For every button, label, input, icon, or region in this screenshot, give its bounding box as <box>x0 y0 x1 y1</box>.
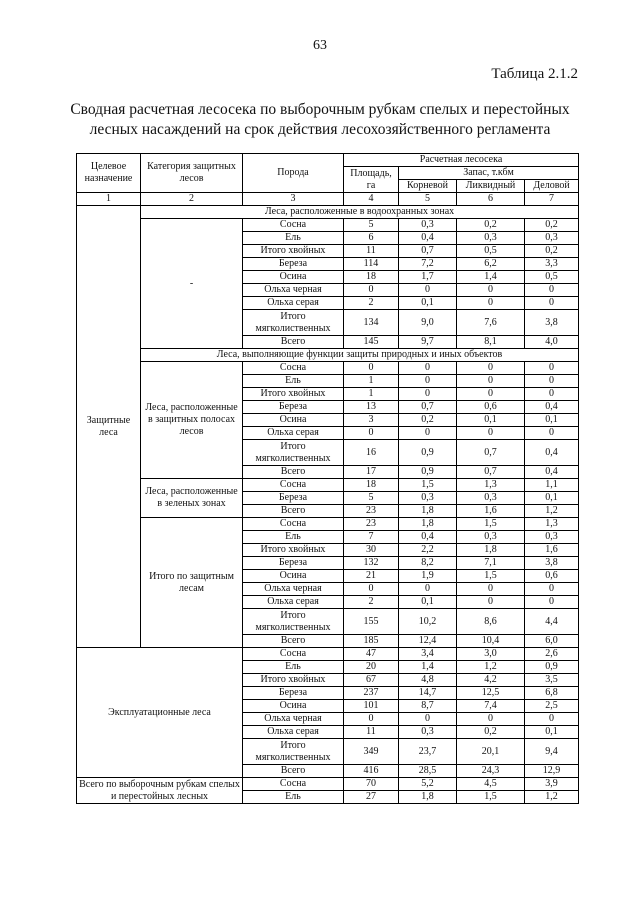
root-stock-cell: 1,4 <box>399 661 457 674</box>
header-area: Площадь, га <box>344 167 399 193</box>
business-stock-cell: 0 <box>525 375 579 388</box>
purpose-cell: Всего по выборочным рубкам спелых и перестойных лесных <box>77 778 243 804</box>
header-root: Корневой <box>399 180 457 193</box>
liquid-stock-cell: 0 <box>457 362 525 375</box>
liquid-stock-cell: 1,8 <box>457 544 525 557</box>
area-cell: 16 <box>344 440 399 466</box>
area-cell: 155 <box>344 609 399 635</box>
section-header-row <box>77 206 579 219</box>
area-cell: 13 <box>344 401 399 414</box>
root-stock-cell: 2,2 <box>399 544 457 557</box>
liquid-stock-cell: 0,7 <box>457 466 525 479</box>
liquid-stock-cell: 0 <box>457 713 525 726</box>
table-row <box>77 362 579 375</box>
species-cell: Береза <box>243 401 344 414</box>
table-row <box>77 219 579 232</box>
species-cell: Сосна <box>243 219 344 232</box>
area-cell: 349 <box>344 739 399 765</box>
liquid-stock-cell: 7,4 <box>457 700 525 713</box>
business-stock-cell: 1,2 <box>525 505 579 518</box>
species-cell: Всего <box>243 505 344 518</box>
liquid-stock-cell: 1,6 <box>457 505 525 518</box>
species-cell: Сосна <box>243 778 344 791</box>
business-stock-cell: 3,8 <box>525 310 579 336</box>
liquid-stock-cell: 0,3 <box>457 531 525 544</box>
area-cell: 47 <box>344 648 399 661</box>
root-stock-cell: 0,3 <box>399 726 457 739</box>
species-cell: Ольха серая <box>243 596 344 609</box>
category-cell: Леса, расположенные в зеленых зонах <box>141 479 243 518</box>
table-row <box>77 518 579 531</box>
area-cell: 17 <box>344 466 399 479</box>
business-stock-cell: 0,4 <box>525 401 579 414</box>
species-cell: Сосна <box>243 479 344 492</box>
business-stock-cell: 3,8 <box>525 557 579 570</box>
area-cell: 0 <box>344 284 399 297</box>
liquid-stock-cell: 4,2 <box>457 674 525 687</box>
root-stock-cell: 3,4 <box>399 648 457 661</box>
section-title: Леса, выполняющие функции защиты природных и иных объектов <box>141 349 579 362</box>
liquid-stock-cell: 8,1 <box>457 336 525 349</box>
root-stock-cell: 0 <box>399 375 457 388</box>
species-cell: Береза <box>243 557 344 570</box>
business-stock-cell: 9,4 <box>525 739 579 765</box>
area-cell: 5 <box>344 219 399 232</box>
col-number: 7 <box>525 193 579 206</box>
area-cell: 1 <box>344 375 399 388</box>
root-stock-cell: 9,7 <box>399 336 457 349</box>
root-stock-cell: 7,2 <box>399 258 457 271</box>
species-cell: Ель <box>243 375 344 388</box>
header-business: Деловой <box>525 180 579 193</box>
root-stock-cell: 0 <box>399 713 457 726</box>
table-label: Таблица 2.1.2 <box>491 66 578 82</box>
liquid-stock-cell: 1,3 <box>457 479 525 492</box>
col-number: 3 <box>243 193 344 206</box>
business-stock-cell: 1,2 <box>525 791 579 804</box>
liquid-stock-cell: 1,5 <box>457 570 525 583</box>
business-stock-cell: 1,1 <box>525 479 579 492</box>
area-cell: 18 <box>344 479 399 492</box>
species-cell: Береза <box>243 492 344 505</box>
species-cell: Осина <box>243 700 344 713</box>
header-liquid: Ликвидный <box>457 180 525 193</box>
col-number: 6 <box>457 193 525 206</box>
col-number: 5 <box>399 193 457 206</box>
liquid-stock-cell: 0,7 <box>457 440 525 466</box>
species-cell: Итого хвойных <box>243 674 344 687</box>
liquid-stock-cell: 0,2 <box>457 726 525 739</box>
business-stock-cell: 0,6 <box>525 570 579 583</box>
species-cell: Всего <box>243 336 344 349</box>
liquid-stock-cell: 0 <box>457 427 525 440</box>
root-stock-cell: 1,7 <box>399 271 457 284</box>
root-stock-cell: 0,7 <box>399 401 457 414</box>
species-cell: Итого мягколиственных <box>243 440 344 466</box>
species-cell: Всего <box>243 635 344 648</box>
business-stock-cell: 0,1 <box>525 492 579 505</box>
species-cell: Итого мягколиственных <box>243 609 344 635</box>
business-stock-cell: 6,0 <box>525 635 579 648</box>
area-cell: 237 <box>344 687 399 700</box>
root-stock-cell: 0 <box>399 427 457 440</box>
area-cell: 6 <box>344 232 399 245</box>
page-number: 63 <box>313 38 327 53</box>
area-cell: 23 <box>344 518 399 531</box>
area-cell: 2 <box>344 297 399 310</box>
section-header-row <box>77 349 579 362</box>
root-stock-cell: 1,8 <box>399 505 457 518</box>
root-stock-cell: 1,5 <box>399 479 457 492</box>
area-cell: 70 <box>344 778 399 791</box>
document-title: Сводная расчетная лесосека по выборочным рубкам спелых и перестойных лесных насаждений на срок действия лесохозяйственного регламента <box>70 101 570 138</box>
species-cell: Сосна <box>243 648 344 661</box>
table-row <box>77 479 579 492</box>
area-cell: 30 <box>344 544 399 557</box>
business-stock-cell: 3,5 <box>525 674 579 687</box>
col-number: 1 <box>77 193 141 206</box>
liquid-stock-cell: 1,5 <box>457 518 525 531</box>
category-cell: - <box>141 219 243 349</box>
species-cell: Ольха серая <box>243 427 344 440</box>
area-cell: 18 <box>344 271 399 284</box>
liquid-stock-cell: 3,0 <box>457 648 525 661</box>
species-cell: Осина <box>243 414 344 427</box>
business-stock-cell: 0 <box>525 427 579 440</box>
area-cell: 21 <box>344 570 399 583</box>
area-cell: 23 <box>344 505 399 518</box>
header-category: Категория защитных лесов <box>141 154 243 193</box>
liquid-stock-cell: 12,5 <box>457 687 525 700</box>
root-stock-cell: 0,2 <box>399 414 457 427</box>
root-stock-cell: 12,4 <box>399 635 457 648</box>
root-stock-cell: 14,7 <box>399 687 457 700</box>
business-stock-cell: 0,3 <box>525 232 579 245</box>
species-cell: Итого мягколиственных <box>243 739 344 765</box>
liquid-stock-cell: 24,3 <box>457 765 525 778</box>
root-stock-cell: 10,2 <box>399 609 457 635</box>
species-cell: Осина <box>243 271 344 284</box>
header-calc-cut: Расчетная лесосека <box>344 154 579 167</box>
area-cell: 132 <box>344 557 399 570</box>
liquid-stock-cell: 6,2 <box>457 258 525 271</box>
business-stock-cell: 4,0 <box>525 336 579 349</box>
root-stock-cell: 1,9 <box>399 570 457 583</box>
business-stock-cell: 0 <box>525 297 579 310</box>
area-cell: 101 <box>344 700 399 713</box>
area-cell: 145 <box>344 336 399 349</box>
species-cell: Итого хвойных <box>243 245 344 258</box>
business-stock-cell: 3,3 <box>525 258 579 271</box>
liquid-stock-cell: 4,5 <box>457 778 525 791</box>
root-stock-cell: 0 <box>399 388 457 401</box>
root-stock-cell: 0,3 <box>399 219 457 232</box>
area-cell: 0 <box>344 583 399 596</box>
business-stock-cell: 3,9 <box>525 778 579 791</box>
area-cell: 2 <box>344 596 399 609</box>
liquid-stock-cell: 0 <box>457 375 525 388</box>
business-stock-cell: 2,6 <box>525 648 579 661</box>
area-cell: 0 <box>344 362 399 375</box>
liquid-stock-cell: 0,6 <box>457 401 525 414</box>
root-stock-cell: 0,3 <box>399 492 457 505</box>
root-stock-cell: 5,2 <box>399 778 457 791</box>
table-row <box>77 778 579 791</box>
business-stock-cell: 0,3 <box>525 531 579 544</box>
business-stock-cell: 0,2 <box>525 245 579 258</box>
species-cell: Ель <box>243 791 344 804</box>
section-title: Леса, расположенные в водоохранных зонах <box>141 206 579 219</box>
purpose-cell: Защитные леса <box>77 206 141 648</box>
business-stock-cell: 0,5 <box>525 271 579 284</box>
species-cell: Береза <box>243 687 344 700</box>
species-cell: Сосна <box>243 518 344 531</box>
liquid-stock-cell: 1,4 <box>457 271 525 284</box>
area-cell: 0 <box>344 713 399 726</box>
area-cell: 114 <box>344 258 399 271</box>
business-stock-cell: 0,9 <box>525 661 579 674</box>
species-cell: Береза <box>243 258 344 271</box>
species-cell: Ель <box>243 531 344 544</box>
species-cell: Ель <box>243 661 344 674</box>
root-stock-cell: 0,9 <box>399 440 457 466</box>
root-stock-cell: 28,5 <box>399 765 457 778</box>
header-purpose: Целевое назначение <box>77 154 141 193</box>
business-stock-cell: 0 <box>525 388 579 401</box>
root-stock-cell: 0,9 <box>399 466 457 479</box>
species-cell: Всего <box>243 466 344 479</box>
species-cell: Ольха серая <box>243 726 344 739</box>
purpose-cell: Эксплуатационные леса <box>77 648 243 778</box>
business-stock-cell: 0,4 <box>525 440 579 466</box>
species-cell: Осина <box>243 570 344 583</box>
root-stock-cell: 8,2 <box>399 557 457 570</box>
area-cell: 185 <box>344 635 399 648</box>
root-stock-cell: 0 <box>399 583 457 596</box>
area-cell: 416 <box>344 765 399 778</box>
area-cell: 0 <box>344 427 399 440</box>
root-stock-cell: 0 <box>399 284 457 297</box>
species-cell: Ольха серая <box>243 297 344 310</box>
root-stock-cell: 4,8 <box>399 674 457 687</box>
liquid-stock-cell: 0 <box>457 297 525 310</box>
root-stock-cell: 0,4 <box>399 232 457 245</box>
liquid-stock-cell: 20,1 <box>457 739 525 765</box>
business-stock-cell: 0,2 <box>525 219 579 232</box>
root-stock-cell: 1,8 <box>399 791 457 804</box>
area-cell: 11 <box>344 726 399 739</box>
root-stock-cell: 0,1 <box>399 297 457 310</box>
area-cell: 7 <box>344 531 399 544</box>
liquid-stock-cell: 0,1 <box>457 414 525 427</box>
liquid-stock-cell: 10,4 <box>457 635 525 648</box>
business-stock-cell: 0 <box>525 362 579 375</box>
business-stock-cell: 0 <box>525 583 579 596</box>
liquid-stock-cell: 0,3 <box>457 492 525 505</box>
liquid-stock-cell: 0 <box>457 583 525 596</box>
header-stock: Запас, т.кбм <box>399 167 579 180</box>
liquid-stock-cell: 0 <box>457 388 525 401</box>
business-stock-cell: 1,3 <box>525 518 579 531</box>
category-cell: Итого по защитным лесам <box>141 518 243 648</box>
liquid-stock-cell: 7,1 <box>457 557 525 570</box>
root-stock-cell: 0,4 <box>399 531 457 544</box>
business-stock-cell: 2,5 <box>525 700 579 713</box>
liquid-stock-cell: 0 <box>457 596 525 609</box>
root-stock-cell: 1,8 <box>399 518 457 531</box>
business-stock-cell: 1,6 <box>525 544 579 557</box>
business-stock-cell: 0 <box>525 596 579 609</box>
species-cell: Ольха черная <box>243 583 344 596</box>
business-stock-cell: 0,1 <box>525 726 579 739</box>
root-stock-cell: 23,7 <box>399 739 457 765</box>
liquid-stock-cell: 1,2 <box>457 661 525 674</box>
col-number: 2 <box>141 193 243 206</box>
category-cell: Леса, расположенные в защитных полосах лесов <box>141 362 243 479</box>
species-cell: Всего <box>243 765 344 778</box>
area-cell: 5 <box>344 492 399 505</box>
area-cell: 134 <box>344 310 399 336</box>
root-stock-cell: 8,7 <box>399 700 457 713</box>
business-stock-cell: 6,8 <box>525 687 579 700</box>
business-stock-cell: 4,4 <box>525 609 579 635</box>
area-cell: 3 <box>344 414 399 427</box>
root-stock-cell: 0,1 <box>399 596 457 609</box>
species-cell: Итого мягколиственных <box>243 310 344 336</box>
area-cell: 27 <box>344 791 399 804</box>
species-cell: Итого хвойных <box>243 544 344 557</box>
species-cell: Ель <box>243 232 344 245</box>
header-species: Порода <box>243 154 344 193</box>
area-cell: 20 <box>344 661 399 674</box>
business-stock-cell: 0 <box>525 713 579 726</box>
business-stock-cell: 0,1 <box>525 414 579 427</box>
root-stock-cell: 0 <box>399 362 457 375</box>
area-cell: 11 <box>344 245 399 258</box>
area-cell: 1 <box>344 388 399 401</box>
root-stock-cell: 0,7 <box>399 245 457 258</box>
species-cell: Итого хвойных <box>243 388 344 401</box>
liquid-stock-cell: 0 <box>457 284 525 297</box>
business-stock-cell: 0 <box>525 284 579 297</box>
table-row <box>77 648 579 661</box>
root-stock-cell: 9,0 <box>399 310 457 336</box>
business-stock-cell: 12,9 <box>525 765 579 778</box>
area-cell: 67 <box>344 674 399 687</box>
liquid-stock-cell: 8,6 <box>457 609 525 635</box>
liquid-stock-cell: 0,2 <box>457 219 525 232</box>
species-cell: Ольха черная <box>243 713 344 726</box>
species-cell: Сосна <box>243 362 344 375</box>
liquid-stock-cell: 7,6 <box>457 310 525 336</box>
business-stock-cell: 0,4 <box>525 466 579 479</box>
col-number: 4 <box>344 193 399 206</box>
liquid-stock-cell: 0,5 <box>457 245 525 258</box>
summary-table <box>76 153 579 804</box>
species-cell: Ольха черная <box>243 284 344 297</box>
liquid-stock-cell: 1,5 <box>457 791 525 804</box>
liquid-stock-cell: 0,3 <box>457 232 525 245</box>
